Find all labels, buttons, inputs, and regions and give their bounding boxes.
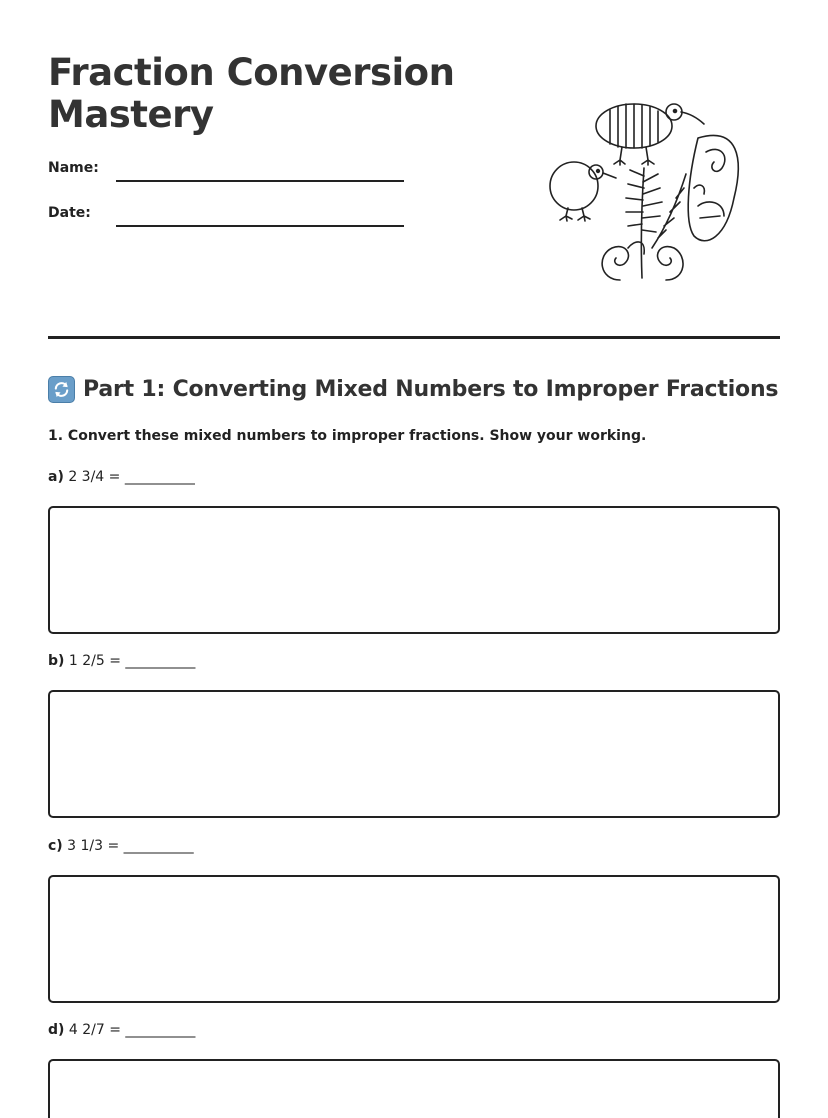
question-a xyxy=(48,469,195,485)
name-label: Name: xyxy=(48,160,99,176)
question-text: 2 3/4 = __________ xyxy=(68,469,195,485)
date-field[interactable] xyxy=(48,205,408,229)
refresh-arrows-icon xyxy=(48,376,75,403)
name-line[interactable] xyxy=(116,180,404,182)
date-label: Date: xyxy=(48,205,91,221)
question-b xyxy=(48,653,195,669)
header-divider xyxy=(48,336,780,339)
answer-box-c[interactable] xyxy=(48,875,780,1003)
kiwi-bird-maori-art-icon xyxy=(548,98,744,288)
question-d xyxy=(48,1022,195,1038)
date-line[interactable] xyxy=(116,225,404,227)
part1-heading xyxy=(48,374,778,404)
part1-title: Part 1: Converting Mixed Numbers to Improper Fractions xyxy=(83,376,779,402)
part1-instruction: 1. Convert these mixed numbers to improper fractions. Show your working. xyxy=(48,428,647,444)
question-letter: b) xyxy=(48,653,65,669)
question-c xyxy=(48,838,194,854)
answer-box-b[interactable] xyxy=(48,690,780,818)
question-text: 3 1/3 = __________ xyxy=(67,838,194,854)
question-text: 4 2/7 = __________ xyxy=(68,1022,196,1038)
worksheet-title: Fraction Conversion Mastery xyxy=(48,51,455,136)
question-letter: c) xyxy=(48,838,63,854)
question-letter: a) xyxy=(48,469,64,485)
answer-box-d[interactable] xyxy=(48,1059,780,1118)
question-text: 1 2/5 = __________ xyxy=(68,653,196,669)
answer-box-a[interactable] xyxy=(48,506,780,634)
name-field[interactable] xyxy=(48,160,408,184)
question-letter: d) xyxy=(48,1022,65,1038)
